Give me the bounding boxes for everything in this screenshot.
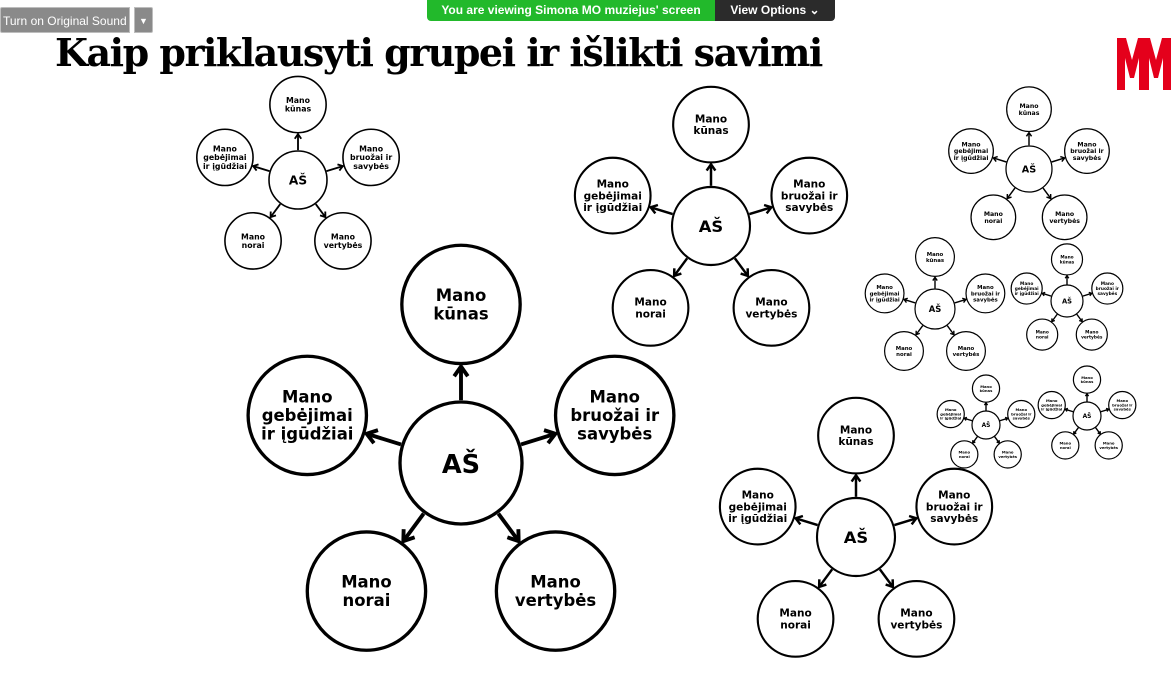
node-label-top: kūnas: [979, 388, 993, 394]
node-label-right: Mano: [977, 285, 994, 292]
node-label-left: Mano: [1020, 282, 1034, 288]
slide-title: Kaip priklausyti grupei ir išlikti savimi: [55, 30, 822, 75]
center-label: AŠ: [288, 173, 308, 188]
node-label-left: gebėjimai: [1014, 287, 1039, 293]
node-label-bottom-right: vertybės: [323, 241, 363, 251]
node-label-left: Mano: [596, 178, 629, 191]
node-label-top: kūnas: [693, 125, 729, 138]
node-label-right: savybės: [1097, 291, 1118, 297]
node-label-right: savybės: [930, 513, 979, 526]
node-label-right: savybės: [353, 161, 389, 171]
node-label-top: kūnas: [1018, 109, 1040, 117]
self-diagram-7: [1011, 244, 1123, 350]
node-label-bottom-right: Mano: [330, 232, 355, 242]
center-label: AŠ: [1082, 414, 1092, 421]
node-label-bottom-left: Mano: [341, 572, 392, 592]
node-label-right: bruožai ir: [925, 501, 983, 514]
node-label-top: kūnas: [433, 304, 489, 324]
node-label-top: Mano: [1060, 255, 1074, 261]
node-label-right: bruožai ir: [970, 291, 1000, 298]
node-label-right: bruožai ir: [570, 406, 660, 426]
node-label-left: Mano: [282, 387, 333, 407]
node-label-bottom-left: Mano: [895, 345, 913, 352]
center-label: AŠ: [928, 304, 942, 315]
sound-options-caret-icon[interactable]: ▼: [134, 7, 153, 33]
node-label-right: Mano: [793, 178, 826, 191]
node-label-right: savybės: [1012, 415, 1030, 421]
node-label-top: Mano: [1081, 374, 1093, 380]
node-label-left: gebėjimai: [869, 291, 900, 298]
view-options-label: View Options: [730, 3, 807, 17]
node-label-top: Mano: [980, 383, 992, 389]
node-label-right: Mano: [359, 144, 384, 154]
self-diagram-9: [1038, 366, 1136, 459]
node-label-bottom-left: Mano: [241, 232, 266, 242]
node-label-bottom-left: Mano: [1035, 330, 1049, 336]
node-label-right: Mano: [1100, 282, 1114, 288]
node-label-top: Mano: [435, 285, 487, 305]
node-label-left: ir įgūdžiai: [583, 202, 643, 215]
center-label: AŠ: [981, 423, 991, 430]
node-label-left: ir įgūdžiai: [869, 297, 900, 304]
node-label-right: Mano: [1077, 141, 1097, 149]
node-label-right: savybės: [785, 202, 834, 215]
node-label-bottom-left: norai: [958, 453, 970, 459]
node-label-bottom-right: vertybės: [1099, 444, 1119, 450]
self-diagram-3: [248, 245, 674, 650]
node-label-left: Mano: [961, 141, 981, 149]
node-label-left: Mano: [212, 144, 237, 154]
node-label-top: Mano: [1019, 102, 1039, 110]
node-label-bottom-right: vertybės: [514, 591, 597, 611]
node-label-bottom-left: norai: [1059, 444, 1071, 450]
self-diagram-5: [949, 87, 1110, 240]
node-label-left: gebėjimai: [728, 501, 787, 514]
node-label-top: kūnas: [925, 257, 945, 264]
museum-logo-icon: [1117, 38, 1171, 90]
node-label-right: bruožai ir: [1011, 411, 1032, 417]
center-label: AŠ: [1021, 164, 1037, 176]
node-label-bottom-right: vertybės: [952, 351, 980, 358]
chevron-down-icon: ⌄: [809, 3, 820, 17]
node-label-right: bruožai ir: [1112, 402, 1133, 408]
screen-share-banner: [427, 0, 835, 21]
node-label-bottom-right: vertybės: [998, 453, 1018, 459]
self-diagram-8: [937, 375, 1035, 468]
node-label-left: Mano: [944, 407, 957, 413]
node-label-bottom-left: Mano: [958, 449, 971, 455]
node-label-left: ir įgūdžiai: [202, 161, 247, 171]
node-label-left: gebėjimai: [953, 148, 989, 156]
node-label-right: Mano: [589, 387, 640, 407]
node-label-left: Mano: [876, 285, 893, 292]
node-label-left: ir įgūdžiai: [1041, 406, 1063, 412]
node-label-left: ir įgūdžiai: [1014, 291, 1039, 297]
node-label-top: kūnas: [838, 436, 874, 449]
node-label-top: Mano: [839, 424, 873, 437]
node-label-bottom-left: norai: [342, 591, 391, 611]
node-label-bottom-right: Mano: [957, 345, 975, 352]
node-label-left: ir įgūdžiai: [953, 155, 989, 163]
node-label-right: bruožai ir: [1070, 148, 1104, 156]
node-label-left: gebėjimai: [583, 190, 642, 203]
self-diagram-6: [865, 238, 1005, 371]
node-label-left: gebėjimai: [203, 153, 247, 163]
node-label-right: savybės: [973, 297, 998, 304]
node-label-top: kūnas: [284, 104, 312, 114]
node-label-bottom-left: norai: [780, 619, 811, 632]
node-label-left: ir įgūdžiai: [728, 513, 788, 526]
original-sound-label: Turn on Original Sound: [3, 14, 127, 28]
self-diagram-1: [197, 76, 399, 269]
node-label-bottom-right: Mano: [530, 572, 581, 592]
node-label-bottom-right: Mano: [1102, 440, 1115, 446]
node-label-bottom-right: Mano: [1001, 449, 1014, 455]
node-label-bottom-right: Mano: [1055, 210, 1075, 218]
node-label-right: savybės: [1113, 406, 1131, 412]
node-label-right: savybės: [577, 424, 653, 444]
node-label-bottom-right: vertybės: [1081, 335, 1103, 341]
node-label-bottom-right: vertybės: [1049, 217, 1080, 225]
node-label-bottom-right: vertybės: [745, 308, 798, 321]
node-label-top: kūnas: [1080, 379, 1094, 385]
node-label-bottom-left: norai: [241, 241, 265, 251]
viewing-screen-message: You are viewing Simona MO muziejus' screen: [427, 0, 715, 21]
node-label-right: bruožai ir: [1095, 287, 1119, 293]
node-label-right: Mano: [1116, 398, 1129, 404]
node-label-right: Mano: [1015, 407, 1028, 413]
node-label-bottom-right: Mano: [755, 296, 788, 309]
node-label-bottom-left: norai: [1035, 335, 1049, 341]
node-label-top: kūnas: [1059, 260, 1075, 266]
center-label: AŠ: [441, 449, 481, 480]
node-label-bottom-left: norai: [635, 308, 666, 321]
node-label-left: gebėjimai: [1041, 402, 1063, 408]
node-label-right: bruožai ir: [780, 190, 838, 203]
node-label-bottom-right: vertybės: [890, 619, 943, 632]
node-label-left: gebėjimai: [261, 406, 353, 426]
center-label: AŠ: [698, 217, 724, 237]
node-label-bottom-right: Mano: [1085, 330, 1099, 336]
node-label-bottom-left: norai: [896, 351, 912, 358]
node-label-top: Mano: [694, 113, 728, 126]
node-label-left: gebėjimai: [940, 411, 962, 417]
node-label-right: savybės: [1072, 155, 1102, 163]
center-label: AŠ: [1061, 297, 1073, 306]
node-label-left: Mano: [1045, 398, 1058, 404]
node-label-bottom-left: Mano: [983, 210, 1003, 218]
node-label-left: ir įgūdžiai: [261, 424, 354, 444]
self-diagram-4: [720, 398, 992, 657]
node-label-bottom-left: Mano: [1059, 440, 1072, 446]
center-label: AŠ: [843, 528, 869, 548]
node-label-bottom-left: Mano: [634, 296, 667, 309]
node-label-right: bruožai ir: [349, 153, 393, 163]
node-label-top: Mano: [285, 95, 311, 105]
node-label-bottom-left: Mano: [779, 607, 812, 620]
self-diagram-2: [575, 87, 847, 346]
node-label-right: Mano: [938, 489, 971, 502]
view-options-button[interactable]: [715, 0, 835, 21]
node-label-top: Mano: [926, 251, 944, 258]
node-label-bottom-right: Mano: [900, 607, 933, 620]
node-label-left: ir įgūdžiai: [940, 415, 962, 421]
node-label-bottom-left: norai: [984, 217, 1003, 225]
node-label-left: Mano: [741, 489, 774, 502]
